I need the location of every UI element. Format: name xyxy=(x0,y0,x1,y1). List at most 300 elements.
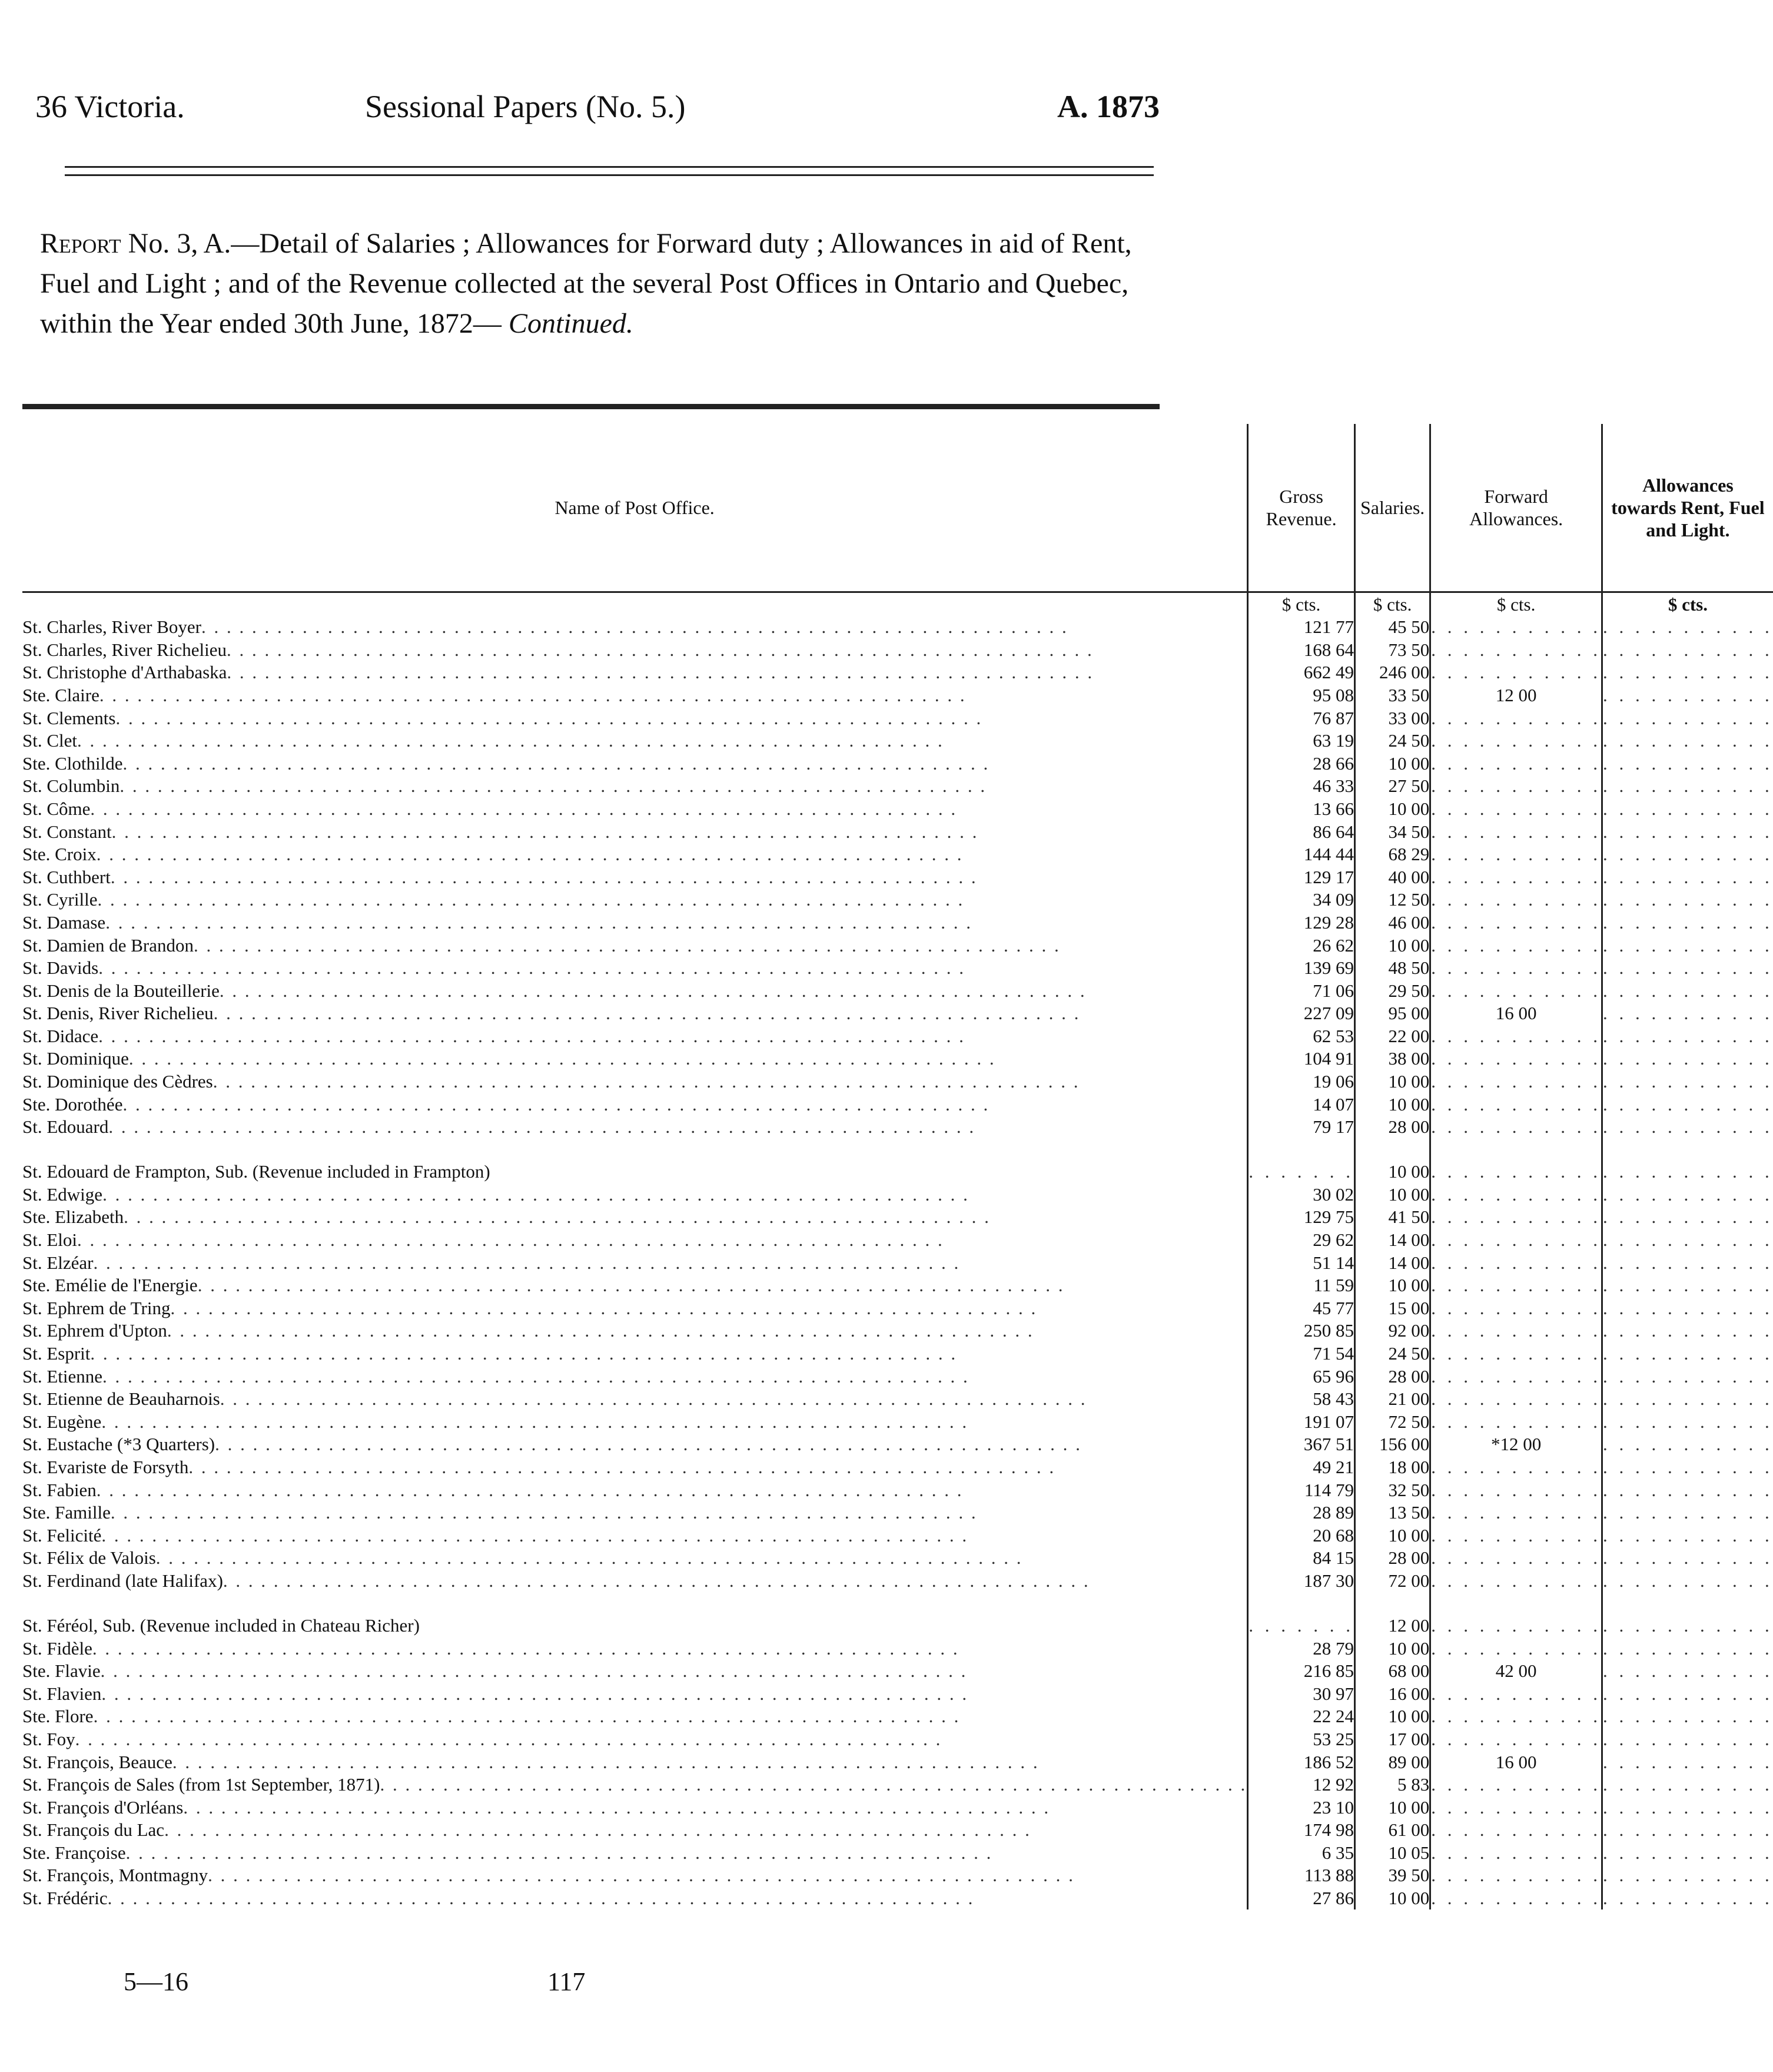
rent-fuel-light-allowance: . . . . . . . . . . . xyxy=(1603,639,1773,660)
gross-revenue: 84 15 xyxy=(1248,1547,1355,1570)
post-office-label: St. François du Lac xyxy=(22,1819,165,1841)
forward-allowance: . . . . . . . . . . . xyxy=(1431,1706,1602,1727)
gross-revenue: 367 51 xyxy=(1248,1433,1355,1456)
gross-revenue: 186 52 xyxy=(1248,1751,1355,1773)
rent-fuel-light-allowance: . . . . . . . . . . . xyxy=(1603,821,1773,842)
salary: 89 00 xyxy=(1354,1751,1430,1773)
rent-fuel-light-allowance: . . . . . . . . . . . xyxy=(1603,1275,1773,1296)
table-row xyxy=(22,1047,1773,1070)
rent-fuel-light-allowance: . . . . . . . . . . . xyxy=(1602,1592,1773,1637)
dot-leader: . . . . . . . . . . . . . . . . . . . . . . . . . . . . . . . . . . . . . . . . . . . . . . . . . . . . . . . . . . . . . . . . . . . . . xyxy=(213,1071,1080,1092)
rent-fuel-light-allowance: . . . . . . . . . . . xyxy=(1603,1547,1773,1569)
forward-allowance: . . . . . . . . . . . xyxy=(1431,889,1602,910)
forward-allowance: . . . . . . . . . . . xyxy=(1431,1683,1602,1704)
forward-allowance: . . . . . . . . . . . xyxy=(1431,1297,1602,1318)
post-office-label: St. Dominique des Cèdres xyxy=(22,1071,213,1092)
title-text: No. 3, A.—Detail of Salaries ; Allowances for Forward duty ; Allowances in aid of Rent, Fuel and Light ; and of the Revenue collected at the several Post Offices in Ontario and Quebec, within the Year ended 30th June, 1872— xyxy=(40,228,1132,339)
forward-allowance: . . . . . . . . . . . xyxy=(1431,1365,1602,1387)
forward-allowance: . . . . . . . . . . . xyxy=(1431,1819,1602,1841)
post-office-label: St. Cuthbert xyxy=(22,866,111,887)
rent-fuel-light-allowance: . . . . . . . . . . . xyxy=(1603,1229,1773,1251)
gross-revenue: 104 91 xyxy=(1248,1047,1355,1070)
salary: 73 50 xyxy=(1354,638,1430,661)
post-office-label: Ste. Elizabeth xyxy=(22,1206,124,1228)
post-office-name xyxy=(22,797,1248,820)
dot-leader: . . . . . . . . . . . . . . . . . . . . . . . . . . . . . . . . . . . . . . . . . . . . . . . . . . . . . . . . . . . . . . . . . . . . . xyxy=(197,1275,1065,1296)
rent-fuel-light-allowance: . . . . . . . . . . . xyxy=(1603,684,1773,705)
rent-fuel-light-allowance: . . . . . . . . . . . xyxy=(1603,1388,1773,1410)
gross-revenue: 121 77 xyxy=(1248,616,1355,639)
post-office-name xyxy=(22,1569,1248,1592)
forward-allowance: . . . . . . . . . . . xyxy=(1431,1048,1602,1069)
post-office-label: St. Didace xyxy=(22,1025,99,1046)
post-office-name xyxy=(22,979,1248,1002)
post-office-label: St. Ephrem de Tring xyxy=(22,1297,171,1318)
page-header xyxy=(0,88,1372,135)
forward-allowance: . . . . . . . . . . . xyxy=(1431,1411,1602,1432)
table-row xyxy=(22,1116,1773,1139)
rent-fuel-light-allowance: . . . . . . . . . . . xyxy=(1603,1865,1773,1886)
dot-leader: . . . . . . . . . . . . . . . . . . . . . . . . . . . . . . . . . . . . . . . . . . . . . . . . . . . . . . . . . . . . . . . . . . . . . xyxy=(96,1479,964,1500)
forward-allowance: . . . . . . . . . . . xyxy=(1431,1388,1602,1410)
forward-allowance: . . . . . . . . . . . xyxy=(1431,844,1602,865)
dot-leader: . . . . . . . . . . . . . . . . . . . . . . . . . . . . . . . . . . . . . . . . . . . . . . . . . . . . . . . . . . . . . . . . . . . . . xyxy=(98,957,965,979)
table-row xyxy=(22,1592,1773,1637)
forward-allowance: . . . . . . . . . . . xyxy=(1430,1592,1602,1637)
salary: 12 00 xyxy=(1354,1592,1430,1637)
gross-revenue: 174 98 xyxy=(1248,1819,1355,1842)
salary: 14 00 xyxy=(1354,1228,1430,1251)
table-row xyxy=(22,616,1773,639)
post-office-name xyxy=(22,911,1248,934)
gross-revenue: 49 21 xyxy=(1248,1456,1355,1478)
table-row xyxy=(22,1093,1773,1116)
gross-revenue: 187 30 xyxy=(1248,1569,1355,1592)
gross-revenue: 45 77 xyxy=(1248,1297,1355,1320)
header-rule-top xyxy=(65,166,1154,168)
rent-fuel-light-allowance: . . . . . . . . . . . xyxy=(1603,1297,1773,1318)
units-row xyxy=(22,592,1773,616)
post-office-label: Ste. Clothilde xyxy=(22,752,123,774)
table-row xyxy=(22,1274,1773,1297)
gross-revenue: 144 44 xyxy=(1248,843,1355,866)
units-gross: $ cts. xyxy=(1248,592,1355,616)
col-allowances: Allowances towards Rent, Fuel and Light. xyxy=(1602,424,1773,592)
rent-fuel-light-allowance: . . . . . . . . . . . xyxy=(1603,1456,1773,1477)
forward-allowance: . . . . . . . . . . . xyxy=(1431,1456,1602,1477)
table-row xyxy=(22,1456,1773,1478)
salary: 68 00 xyxy=(1354,1660,1430,1683)
forward-allowance: 16 00 xyxy=(1430,1002,1602,1025)
dot-leader: . . . . . . . . . . . . . . . . . . . . . . . . . . . . . . . . . . . . . . . . . . . . . . . . . . . . . . . . . . . . . . . . . . . . . xyxy=(101,1411,969,1432)
rent-fuel-light-allowance: . . . . . . . . . . . xyxy=(1603,616,1773,638)
post-office-name xyxy=(22,1297,1248,1320)
table-row xyxy=(22,1819,1773,1842)
header-papers: Sessional Papers (No. 5.) xyxy=(365,89,686,124)
forward-allowance: . . . . . . . . . . . xyxy=(1431,1116,1602,1138)
salary: 10 00 xyxy=(1354,1637,1430,1660)
salary: 45 50 xyxy=(1354,616,1430,639)
forward-allowance: . . . . . . . . . . . xyxy=(1431,1206,1602,1228)
post-office-label: Ste. Emélie de l'Energie xyxy=(22,1275,198,1296)
salary: 18 00 xyxy=(1354,1456,1430,1478)
table-row xyxy=(22,1547,1773,1570)
forward-allowance: *12 00 xyxy=(1430,1433,1602,1456)
salary: 28 00 xyxy=(1354,1365,1430,1388)
salary: 38 00 xyxy=(1354,1047,1430,1070)
dot-leader: . . . . . . . . . . . . . . . . . . . . . . . . . . . . . . . . . . . . . . . . . . . . . . . . . . . . . . . . . . . . . . . . . . . . . xyxy=(215,1434,1082,1455)
dot-leader: . . . . . . . . . . . . . . . . . . . . . . . . . . . . . . . . . . . . . . . . . . . . . . . . . . . . . . . . . . . . . . . . . . . . . xyxy=(111,821,979,842)
forward-allowance: . . . . . . . . . . . xyxy=(1431,1774,1602,1795)
dot-leader: . . . . . . . . . . . . . . . . . . . . . . . . . . . . . . . . . . . . . . . . . . . . . . . . . . . . . . . . . . . . . . . . . . . . . xyxy=(93,1706,961,1727)
gross-revenue: 168 64 xyxy=(1248,638,1355,661)
salary: 246 00 xyxy=(1354,661,1430,684)
rent-fuel-light-allowance: . . . . . . . . . . . xyxy=(1603,775,1773,797)
dot-leader: . . . . . . . . . . . . . . . . . . . . . . . . . . . . . . . . . . . . . . . . . . . . . . . . . . . . . . . . . . . . . . . . . . . . . xyxy=(167,1320,1034,1341)
forward-allowance: . . . . . . . . . . . xyxy=(1431,798,1602,819)
table-row xyxy=(22,1728,1773,1751)
salary: 10 05 xyxy=(1354,1841,1430,1864)
post-office-label: St. François, Beauce xyxy=(22,1751,172,1772)
rent-fuel-light-allowance: . . . . . . . . . . . xyxy=(1603,1637,1773,1659)
table-row xyxy=(22,1206,1773,1229)
table-row xyxy=(22,1138,1773,1183)
table-body xyxy=(22,616,1773,1909)
header-rule-bottom xyxy=(65,174,1154,176)
dot-leader: . . . . . . . . . . . . . . . . . . . . . . . . . . . . . . . . . . . . . . . . . . . . . . . . . . . . . . . . . . . . . . . . . . . . . xyxy=(115,707,983,728)
salary: 24 50 xyxy=(1354,730,1430,752)
gross-revenue: 30 97 xyxy=(1248,1682,1355,1705)
gross-revenue: 46 33 xyxy=(1248,775,1355,798)
table-row xyxy=(22,1251,1773,1274)
post-office-label: Ste. Flore xyxy=(22,1706,94,1727)
table-row xyxy=(22,1410,1773,1433)
col-salaries: Salaries. xyxy=(1354,424,1430,592)
post-office-label: St. François, Montmagny xyxy=(22,1865,208,1886)
forward-allowance: . . . . . . . . . . . xyxy=(1431,1842,1602,1863)
salary: 5 83 xyxy=(1354,1773,1430,1796)
post-office-name xyxy=(22,1819,1248,1842)
gross-revenue: 28 89 xyxy=(1248,1501,1355,1524)
post-office-label: St. Côme xyxy=(22,798,91,819)
salary: 29 50 xyxy=(1354,979,1430,1002)
post-office-label: St. Esprit xyxy=(22,1343,91,1364)
forward-allowance: . . . . . . . . . . . xyxy=(1431,775,1602,797)
table-row xyxy=(22,1524,1773,1547)
post-office-name xyxy=(22,1365,1248,1388)
dot-leader: . . . . . . . . . . . . . . . . . . . . . . . . . . . . . . . . . . . . . . . . . . . . . . . . . . . . . . . . . . . . . . . . . . . . . xyxy=(220,1388,1087,1410)
report-title xyxy=(40,224,1170,344)
post-office-label: St. Edouard de Frampton, Sub. (Revenue included in Frampton) xyxy=(22,1161,490,1182)
salary: 28 00 xyxy=(1354,1547,1430,1570)
gross-revenue: 53 25 xyxy=(1248,1728,1355,1751)
rent-fuel-light-allowance: . . . . . . . . . . . xyxy=(1603,1888,1773,1909)
gross-revenue: . . . . . . . xyxy=(1248,1138,1355,1183)
salary: 21 00 xyxy=(1354,1388,1430,1411)
rent-fuel-light-allowance: . . . . . . . . . . . xyxy=(1603,1479,1773,1500)
gross-revenue: 58 43 xyxy=(1248,1388,1355,1411)
col-name: Name of Post Office. xyxy=(555,497,715,518)
salary: 95 00 xyxy=(1354,1002,1430,1025)
dot-leader: . . . . . . . . . . . . . . . . . . . . . . . . . . . . . . . . . . . . . . . . . . . . . . . . . . . . . . . . . . . . . . . . . . . . . xyxy=(108,1116,976,1138)
table-row xyxy=(22,889,1773,911)
post-office-name xyxy=(22,1206,1248,1229)
table-row xyxy=(22,638,1773,661)
table-row xyxy=(22,957,1773,980)
post-office-name xyxy=(22,1478,1248,1501)
table-row xyxy=(22,797,1773,820)
dot-leader: . . . . . . . . . . . . . . . . . . . . . . . . . . . . . . . . . . . . . . . . . . . . . . . . . . . . . . . . . . . . . . . . . . . . . xyxy=(90,798,958,819)
forward-allowance: . . . . . . . . . . . xyxy=(1431,1275,1602,1296)
rent-fuel-light-allowance: . . . . . . . . . . . xyxy=(1603,1842,1773,1863)
gross-revenue: 51 14 xyxy=(1248,1251,1355,1274)
gross-revenue: 191 07 xyxy=(1248,1410,1355,1433)
post-office-name xyxy=(22,1093,1248,1116)
dot-leader: . . . . . . . . . . . . . . . . . . . . . . . . . . . . . . . . . . . . . . . . . . . . . . . . . . . . . . . . . . . . . . . . . . . . . xyxy=(155,1547,1023,1569)
post-office-name xyxy=(22,843,1248,866)
table-row xyxy=(22,1796,1773,1819)
rent-fuel-light-allowance: . . . . . . . . . . . xyxy=(1603,1502,1773,1523)
dot-leader: . . . . . . . . . . . . . . . . . . . . . . . . . . . . . . . . . . . . . . . . . . . . . . . . . . . . . . . . . . . . . . . . . . . . . xyxy=(201,616,1068,638)
gross-revenue: 63 19 xyxy=(1248,730,1355,752)
gross-revenue: 71 54 xyxy=(1248,1342,1355,1365)
dot-leader: . . . . . . . . . . . . . . . . . . . . . . . . . . . . . . . . . . . . . . . . . . . . . . . . . . . . . . . . . . . . . . . . . . . . . xyxy=(110,1502,978,1523)
post-office-name xyxy=(22,638,1248,661)
table-row xyxy=(22,843,1773,866)
gross-revenue: 19 06 xyxy=(1248,1070,1355,1093)
post-office-label: St. Davids xyxy=(22,957,99,979)
salary: 10 00 xyxy=(1354,1524,1430,1547)
post-office-label: Ste. Dorothée xyxy=(22,1093,123,1115)
post-office-name xyxy=(22,1501,1248,1524)
footer-page-number: 117 xyxy=(547,1967,586,1996)
rent-fuel-light-allowance: . . . . . . . . . . . xyxy=(1603,1093,1773,1115)
forward-allowance: . . . . . . . . . . . xyxy=(1431,1547,1602,1569)
post-office-name xyxy=(22,775,1248,798)
post-office-name xyxy=(22,866,1248,889)
post-office-label: St. Etienne de Beauharnois xyxy=(22,1388,220,1410)
dot-leader: . . . . . . . . . . . . . . . . . . . . . . . . . . . . . . . . . . . . . . . . . . . . . . . . . . . . . . . . . . . . . . . . . . . . . xyxy=(101,1683,969,1704)
gross-revenue: 28 79 xyxy=(1248,1637,1355,1660)
forward-allowance: . . . . . . . . . . . xyxy=(1431,1524,1602,1546)
post-office-name xyxy=(22,1728,1248,1751)
table-row xyxy=(22,1365,1773,1388)
gross-revenue: 65 96 xyxy=(1248,1365,1355,1388)
post-office-name xyxy=(22,616,1248,639)
forward-allowance: . . . . . . . . . . . xyxy=(1431,1865,1602,1886)
rent-fuel-light-allowance: . . . . . . . . . . . xyxy=(1603,934,1773,956)
rent-fuel-light-allowance: . . . . . . . . . . . xyxy=(1603,957,1773,979)
post-office-name xyxy=(22,1047,1248,1070)
salary: 13 50 xyxy=(1354,1501,1430,1524)
post-office-name xyxy=(22,1002,1248,1025)
forward-allowance: . . . . . . . . . . . xyxy=(1431,1320,1602,1341)
units-forward: $ cts. xyxy=(1430,592,1602,616)
post-office-label: St. Constant xyxy=(22,821,112,842)
rent-fuel-light-allowance: . . . . . . . . . . . xyxy=(1603,798,1773,819)
gross-revenue: 12 92 xyxy=(1248,1773,1355,1796)
table-row xyxy=(22,661,1773,684)
dot-leader: . . . . . . . . . . . . . . . . . . . . . . . . . . . . . . . . . . . . . . . . . . . . . . . . . . . . . . . . . . . . . . . . . . . . . xyxy=(122,1093,990,1115)
units-salaries: $ cts. xyxy=(1354,592,1430,616)
rent-fuel-light-allowance: . . . . . . . . . . . xyxy=(1603,752,1773,774)
gross-revenue: 139 69 xyxy=(1248,957,1355,980)
gross-revenue: 662 49 xyxy=(1248,661,1355,684)
table-row xyxy=(22,1183,1773,1206)
table-row xyxy=(22,1682,1773,1705)
post-office-name xyxy=(22,1524,1248,1547)
forward-allowance: . . . . . . . . . . . xyxy=(1431,707,1602,728)
table-row xyxy=(22,1501,1773,1524)
dot-leader: . . . . . . . . . . . . . . . . . . . . . . . . . . . . . . . . . . . . . . . . . . . . . . . . . . . . . . . . . . . . . . . . . . . . . xyxy=(172,1751,1040,1772)
forward-allowance: . . . . . . . . . . . xyxy=(1431,1229,1602,1251)
post-office-label: Ste. Claire xyxy=(22,684,99,705)
col-gross: Gross Revenue. xyxy=(1248,424,1355,592)
post-office-label: St. Edwige xyxy=(22,1183,103,1205)
salary: 10 00 xyxy=(1354,1138,1430,1183)
post-office-name xyxy=(22,1388,1248,1411)
post-office-label: St. Flavien xyxy=(22,1683,102,1704)
post-office-name xyxy=(22,1751,1248,1773)
table-row xyxy=(22,1864,1773,1887)
forward-allowance: . . . . . . . . . . . xyxy=(1431,1570,1602,1591)
dot-leader: . . . . . . . . . . . . . . . . . . . . . . . . . . . . . . . . . . . . . . . . . . . . . . . . . . . . . . . . . . . . . . . . . . . . . xyxy=(77,1229,944,1251)
salary: 72 00 xyxy=(1354,1569,1430,1592)
table-row xyxy=(22,1025,1773,1047)
dot-leader: . . . . . . . . . . . . . . . . . . . . . . . . . . . . . . . . . . . . . . . . . . . . . . . . . . . . . . . . . . . . . . . . . . . . . xyxy=(128,1048,996,1069)
post-office-name xyxy=(22,1183,1248,1206)
table-row xyxy=(22,1705,1773,1728)
gross-revenue: 28 66 xyxy=(1248,752,1355,775)
post-office-label: Ste. Croix xyxy=(22,844,97,865)
dot-leader: . . . . . . . . . . . . . . . . . . . . . . . . . . . . . . . . . . . . . . . . . . . . . . . . . . . . . . . . . . . . . . . . . . . . . xyxy=(219,980,1087,1001)
post-office-name xyxy=(22,1251,1248,1274)
gross-revenue: 71 06 xyxy=(1248,979,1355,1002)
rent-fuel-light-allowance: . . . . . . . . . . . xyxy=(1603,1434,1773,1455)
table-top-rule xyxy=(22,404,1160,409)
dot-leader: . . . . . . . . . . . . . . . . . . . . . . . . . . . . . . . . . . . . . . . . . . . . . . . . . . . . . . . . . . . . . . . . . . . . . xyxy=(208,1865,1075,1886)
gross-revenue: 6 35 xyxy=(1248,1841,1355,1864)
title-lead: Report xyxy=(40,228,121,259)
table-row xyxy=(22,752,1773,775)
forward-allowance: . . . . . . . . . . . xyxy=(1431,616,1602,638)
gross-revenue: 114 79 xyxy=(1248,1478,1355,1501)
gross-revenue: 26 62 xyxy=(1248,934,1355,957)
post-office-label: St. Damase xyxy=(22,911,106,933)
table-row xyxy=(22,1841,1773,1864)
post-office-name xyxy=(22,934,1248,957)
post-office-label: St. Eustache (*3 Quarters) xyxy=(22,1434,215,1455)
post-office-label: Ste. Françoise xyxy=(22,1842,126,1863)
post-office-name xyxy=(22,1116,1248,1139)
dot-leader: . . . . . . . . . . . . . . . . . . . . . . . . . . . . . . . . . . . . . . . . . . . . . . . . . . . . . . . . . . . . . . . . . . . . . xyxy=(183,1796,1051,1818)
post-office-name xyxy=(22,1228,1248,1251)
salary: 10 00 xyxy=(1354,1796,1430,1819)
forward-allowance: . . . . . . . . . . . xyxy=(1431,821,1602,842)
post-office-name xyxy=(22,1274,1248,1297)
post-office-name xyxy=(22,1138,1248,1183)
post-office-label: St. Felicité xyxy=(22,1524,102,1546)
table-row xyxy=(22,1887,1773,1909)
dot-leader: . . . . . . . . . . . . . . . . . . . . . . . . . . . . . . . . . . . . . . . . . . . . . . . . . . . . . . . . . . . . . . . . . . . . . xyxy=(110,866,978,887)
dot-leader: . . . . . . . . . . . . . . . . . . . . . . . . . . . . . . . . . . . . . . . . . . . . . . . . . . . . . . . . . . . . . . . . . . . . . xyxy=(101,1524,969,1546)
gross-revenue: 29 62 xyxy=(1248,1228,1355,1251)
post-office-label: St. Etienne xyxy=(22,1365,103,1387)
dot-leader: . . . . . . . . . . . . . . . . . . . . . . . . . . . . . . . . . . . . . . . . . . . . . . . . . . . . . . . . . . . . . . . . . . . . . xyxy=(99,684,967,705)
gross-revenue: 76 87 xyxy=(1248,707,1355,730)
salary: 41 50 xyxy=(1354,1206,1430,1229)
dot-leader: . . . . . . . . . . . . . . . . . . . . . . . . . . . . . . . . . . . . . . . . . . . . . . . . . . . . . . . . . . . . . . . . . . . . . xyxy=(170,1297,1038,1318)
post-office-name xyxy=(22,1410,1248,1433)
dot-leader: . . . . . . . . . . . . . . . . . . . . . . . . . . . . . . . . . . . . . . . . . . . . . . . . . . . . . . . . . . . . . . . . . . . . . xyxy=(122,752,990,774)
post-office-label: St. Elzéar xyxy=(22,1252,94,1273)
rent-fuel-light-allowance: . . . . . . . . . . . xyxy=(1603,889,1773,910)
post-office-label: St. Edouard xyxy=(22,1116,109,1138)
rent-fuel-light-allowance: . . . . . . . . . . . xyxy=(1603,1796,1773,1818)
dot-leader: . . . . . . . . . . . . . . . . . . . . . . . . . . . . . . . . . . . . . . . . . . . . . . . . . . . . . . . . . . . . . . . . . . . . . xyxy=(102,1365,969,1387)
forward-allowance: 12 00 xyxy=(1430,684,1602,707)
post-office-name xyxy=(22,1070,1248,1093)
post-office-name xyxy=(22,1637,1248,1660)
dot-leader: . . . . . . . . . . . . . . . . . . . . . . . . . . . . . . . . . . . . . . . . . . . . . . . . . . . . . . . . . . . . . . . . . . . . . xyxy=(380,1774,1247,1795)
post-office-label: St. Eloi xyxy=(22,1229,78,1251)
table-row xyxy=(22,1002,1773,1025)
forward-allowance: . . . . . . . . . . . xyxy=(1431,1888,1602,1909)
header-session: 36 Victoria. xyxy=(35,89,185,124)
forward-allowance: . . . . . . . . . . . xyxy=(1431,1252,1602,1273)
post-office-label: St. Clet xyxy=(22,730,78,751)
post-office-label: St. Fidèle xyxy=(22,1637,92,1659)
gross-revenue: 129 28 xyxy=(1248,911,1355,934)
dot-leader: . . . . . . . . . . . . . . . . . . . . . . . . . . . . . . . . . . . . . . . . . . . . . . . . . . . . . . . . . . . . . . . . . . . . . xyxy=(92,1637,959,1659)
dot-leader: . . . . . . . . . . . . . . . . . . . . . . . . . . . . . . . . . . . . . . . . . . . . . . . . . . . . . . . . . . . . . . . . . . . . . xyxy=(107,1888,975,1909)
post-office-name xyxy=(22,752,1248,775)
post-office-name xyxy=(22,684,1248,707)
table-row xyxy=(22,934,1773,957)
gross-revenue: 129 75 xyxy=(1248,1206,1355,1229)
dot-leader: . . . . . . . . . . . . . . . . . . . . . . . . . . . . . . . . . . . . . . . . . . . . . . . . . . . . . . . . . . . . . . . . . . . . . xyxy=(164,1819,1031,1841)
post-office-name xyxy=(22,1682,1248,1705)
post-office-name xyxy=(22,889,1248,911)
post-office-label: St. Evariste de Forsyth xyxy=(22,1456,189,1477)
salary-table xyxy=(22,424,1773,1909)
salary: 34 50 xyxy=(1354,820,1430,843)
table-row xyxy=(22,775,1773,798)
rent-fuel-light-allowance: . . . . . . . . . . . xyxy=(1603,1728,1773,1749)
table-row xyxy=(22,1773,1773,1796)
post-office-label: St. Félix de Valois xyxy=(22,1547,156,1569)
post-office-label: St. Frédéric xyxy=(22,1888,108,1909)
rent-fuel-light-allowance: . . . . . . . . . . . xyxy=(1603,1819,1773,1841)
post-office-name xyxy=(22,1864,1248,1887)
rent-fuel-light-allowance: . . . . . . . . . . . xyxy=(1603,1751,1773,1772)
post-office-name xyxy=(22,730,1248,752)
post-office-name xyxy=(22,1887,1248,1909)
forward-allowance: . . . . . . . . . . . xyxy=(1430,1138,1602,1183)
forward-allowance: . . . . . . . . . . . xyxy=(1431,752,1602,774)
salary: 10 00 xyxy=(1354,934,1430,957)
dot-leader: . . . . . . . . . . . . . . . . . . . . . . . . . . . . . . . . . . . . . . . . . . . . . . . . . . . . . . . . . . . . . . . . . . . . . xyxy=(188,1456,1056,1477)
gross-revenue: 216 85 xyxy=(1248,1660,1355,1683)
gross-revenue: 22 24 xyxy=(1248,1705,1355,1728)
rent-fuel-light-allowance: . . . . . . . . . . . xyxy=(1603,1252,1773,1273)
dot-leader: . . . . . . . . . . . . . . . . . . . . . . . . . . . . . . . . . . . . . . . . . . . . . . . . . . . . . . . . . . . . . . . . . . . . . xyxy=(213,1003,1081,1024)
col-forward: Forward Allowances. xyxy=(1430,424,1602,592)
rent-fuel-light-allowance: . . . . . . . . . . . xyxy=(1603,1183,1773,1205)
table-row xyxy=(22,1751,1773,1773)
salary: 28 00 xyxy=(1354,1116,1430,1139)
post-office-label: St. Ferdinand (late Halifax) xyxy=(22,1570,223,1591)
